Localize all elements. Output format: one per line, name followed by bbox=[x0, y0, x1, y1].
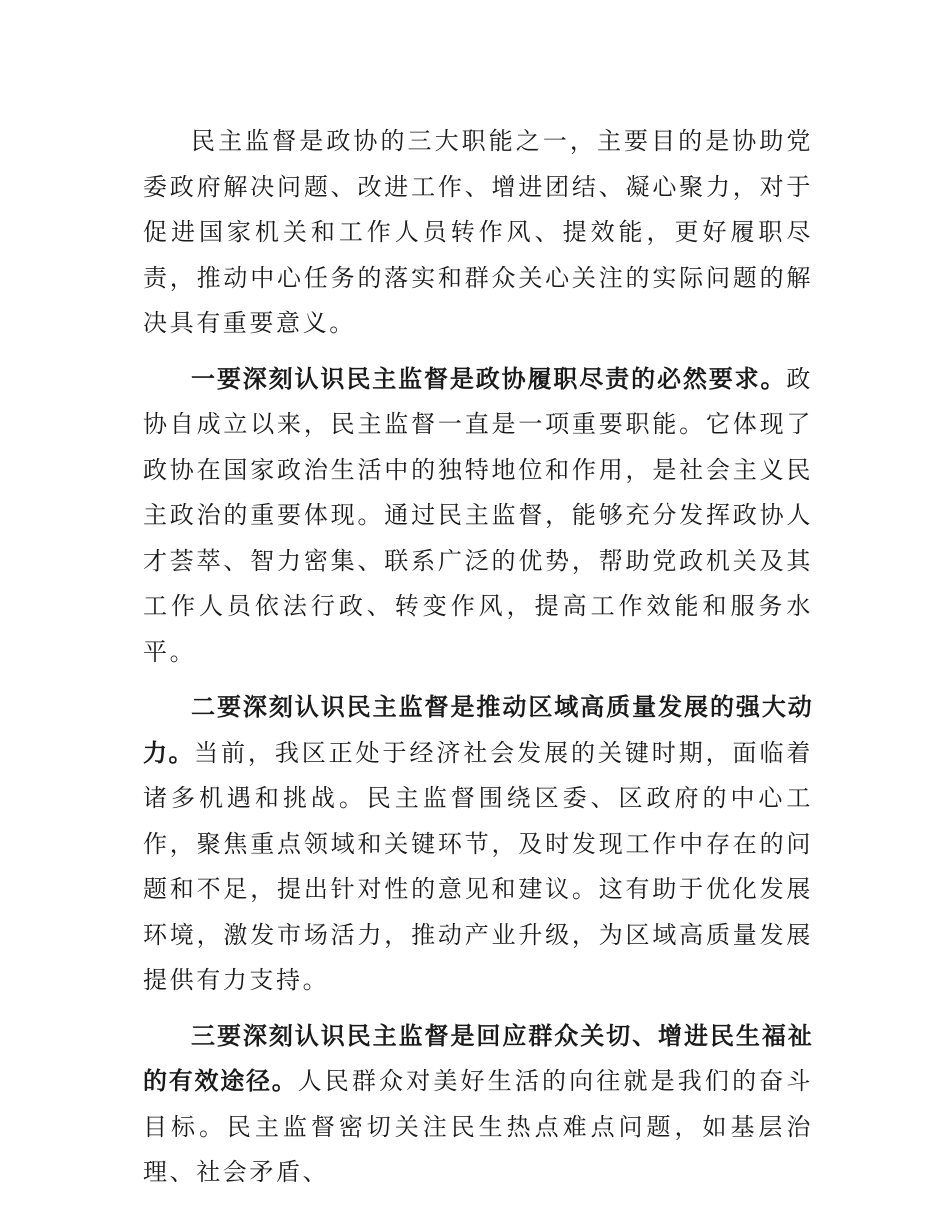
point-three-paragraph bbox=[143, 1014, 813, 1196]
point-three-heading: 三要深刻认识民主监督是回应群众关切、增进民生福祉的有效途径。 bbox=[143, 1021, 813, 1095]
point-two-text: 当前，我区正处于经济社会发展的关键时期，面临着诸多机遇和挑战。民主监督围绕区委、区政府的中心工作，聚焦重点领域和关键环节，及时发现工作中存在的问题和不足，提出针对性的意见和建议。这有助于优化发展环境，激发市场活力，推动产业升级，为区域高质量发展提供有力支持。 bbox=[143, 738, 813, 994]
point-two-paragraph bbox=[143, 685, 813, 1004]
point-three-text: 人民群众对美好生活的向往就是我们的奋斗目标。民主监督密切关注民生热点难点问题，如基层治理、社会矛盾、 bbox=[143, 1067, 814, 1186]
document-page bbox=[143, 119, 813, 1196]
point-one-heading: 一要深刻认识民主监督是政协履职尽责的必然要求。 bbox=[191, 364, 787, 393]
point-two-heading: 二要深刻认识民主监督是推动区域高质量发展的强大动力。 bbox=[143, 693, 813, 767]
intro-paragraph bbox=[143, 119, 813, 347]
intro-text: 民主监督是政协的三大职能之一，主要目的是协助党委政府解决问题、改进工作、增进团结、凝心聚力，对于促进国家机关和工作人员转作风、提效能，更好履职尽责，推动中心任务的落实和群众关心关注的实际问题的解决具有重要意义。 bbox=[143, 127, 813, 337]
point-one-text: 政协自成立以来，民主监督一直是一项重要职能。它体现了政协在国家政治生活中的独特地位和作用，是社会主义民主政治的重要体现。通过民主监督，能够充分发挥政协人才荟萃、智力密集、联系广泛的优势，帮助党政机关及其工作人员依法行政、转变作风，提高工作效能和服务水平。 bbox=[143, 364, 813, 666]
point-one-paragraph bbox=[143, 357, 813, 676]
